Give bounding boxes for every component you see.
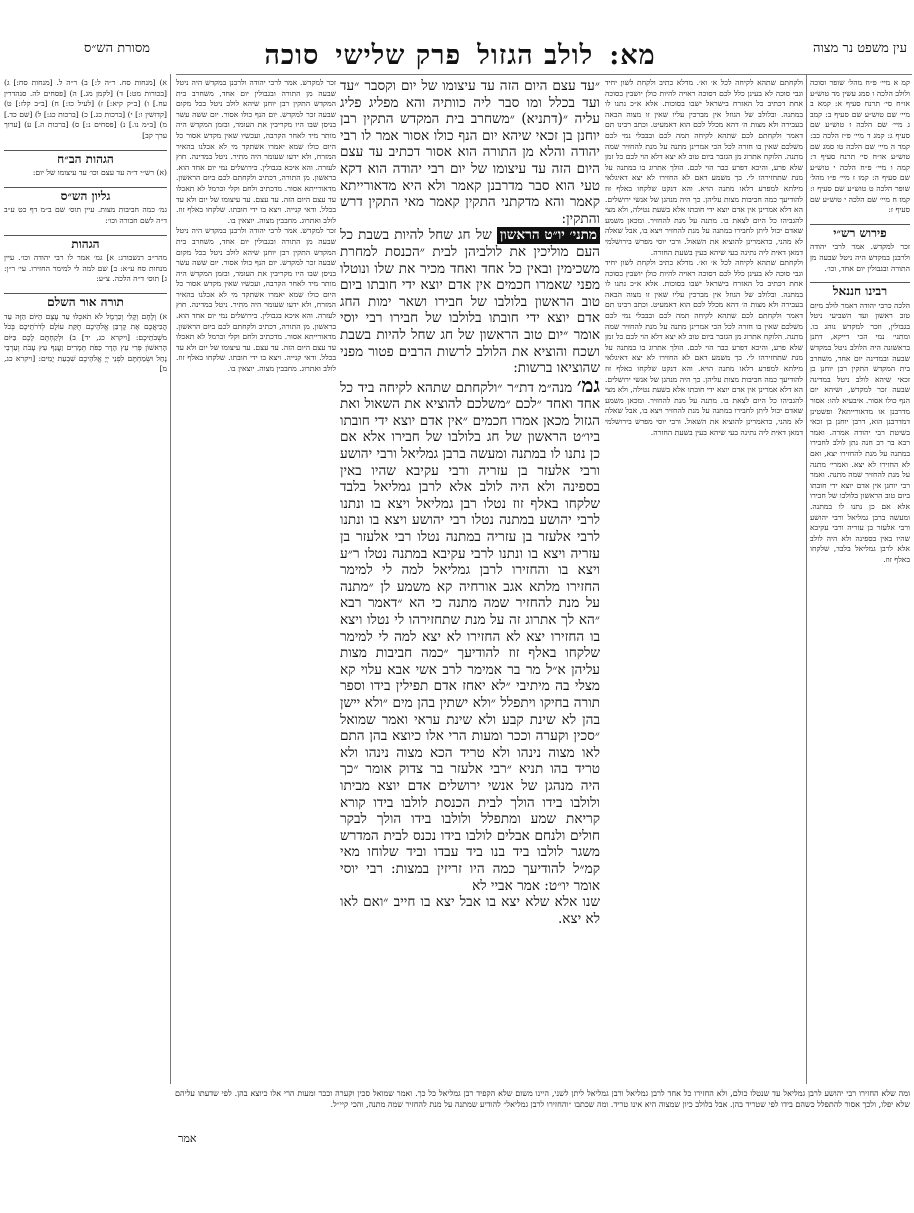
masoret-column	[4, 78, 167, 1086]
ein-mishpat-header: עין משפט נר מצוה	[813, 41, 907, 56]
header-rule	[176, 74, 912, 75]
ravenu-chananel-label: רבינו חננאל	[810, 282, 910, 297]
page-title	[210, 40, 710, 71]
hagahot-habach-text: (א) רש״י ד״ה עד עצם וכו׳ עד עיצומו של יום:	[32, 168, 167, 178]
catchword: אמר	[178, 1132, 197, 1145]
ein-mishpat-column	[810, 78, 910, 738]
rashi-text-cont: זכר למקדש. אמר לרבי יהודה ולרבנן במקדש היה ניטל שבעה מן התורה ובגבולין יום אחד, משחרב בית המקדש התקין רבן יוחנן שיהא לולב ניטל בכל מקום שבעה זכר למקדש. יום הנף כולו אסור. יום ששה עשר בניסן שבו היו מקריבין את העומר, ובזמן המקדש היה מותר מיד לאחר הקרבה, ועכשיו שאין מקדש אסור כל היום כולו שמא יאמרו אשתקד מי לא אכלנו בהאיר המזרח, ולא ידעו שעומר היה מתיר. ניטל במדינה. חוץ לעזרה. והא איכא בגבולין. בירושלים נמי יום אחד הוא. בראשון. מן התורה, דכתיב ולקחתם לכם ביום הראשון. מדאורייתא אסור. מדכתיב ולחם וקלי וכרמל לא תאכלו עד עצם היום הזה. עד עצם. עד עיצומו של יום ולא עד בכלל. ודאי קנייה. ויצא בו ידי חובתו. שלקחו באלף זוז. לולב ואתרוג. מחבבין מצוה. יוצאין בו.	[176, 226, 336, 374]
gilyon-hashas-label: גליון הש״ס	[4, 187, 167, 202]
torah-or-label: תורה אור השלם	[4, 293, 167, 308]
gemara-text: מנה״מ דת״ר ״ולקחתם שתהא לקיחה ביד כל אחד ואחד ״לכם ״משלכם להוציא את השאול ואת הגזול מכאן אמרו חכמים ״אין אדם יוצא ידי חובתו ביו״ט הראשון של חג בלולבו של חבירו אלא אם כן נתנו לו במתנה ומעשה ברבן גמליאל ורבי יהושע ורבי אלעזר בן עזריה ורבי עקיבא שהיו באין בספינה ולא היה לולב אלא לרבן גמליאל בלבד שלקחו באלף זוז נטלו רבן גמליאל ויצא בו ונתנו לרבי יהושע במתנה נטלו רבי יהושע ויצא בו ונתנו לרבי אלעזר בן עזריה במתנה נטלו רבי אלעזר בן עזריה ויצא בו ונתנו לרבי עקיבא במתנה נטלו ר״ע ויצא בו והחזירו לרבן גמליאל למה לי למימר החזירו מלתא אגב אורחיה קא משמע לן ״מתנה על מנת להחזיר שמה מתנה כי הא ״דאמר רבא ״הא לך אתרוג זה על מנת שתחזירהו לי נטלו ויצא בו החזירו יצא לא החזירו לא יצא למה לי למימר שלקחו באלף זוז להודיעך ״כמה חביבות מצות עליהן א״ל מר בר אמימר לרב אשי אבא עלוי קא מצלי בה מיתיבי ״לא יאחז אדם תפילין בידו וספר תורה בחיקו ויתפלל ״ולא ישתין בהן מים ״ולא יישן בהן לא שינת קבע ולא שינת עראי ואמר שמואל ״סכין וקערה וככר ומעות הרי אלו כיוצא בהן התם לאו מצוה נינהו ולא טריד הכא מצוה נינהו ולא טריד בהו תניא ״רבי אלעזר בר צדוק אומר ״כך היה מנהגן של אנשי ירושלים אדם יוצא מביתו ולולבו בידו הולך לבית הכנסת לולבו בידו קורא קריאת שמע ומתפלל ולולבו בידו הולך לבקר חולים ולנחם אבלים לולבו בידו נכנס לבית המדרש משגר לולבו ביד בנו ביד עבדו וביד שלוחו מאי קמ״ל להודיעך כמה היו זריזין במצות: רבי יוסי אומר יו״ט: אמר אביי לא	[340, 379, 600, 894]
gilyon-hashas-text: גמ׳ כמה חביבות מצות. עיין תוס׳ שם ב״מ דף כט ע״ב ד״ה לשם חבורה וכו׳:	[4, 205, 167, 225]
gemara-closing: שנו אלא שלא יצא בו אבל יצא בו חייב ״ואם לאו לא יצא.	[340, 894, 600, 927]
page-header	[0, 40, 914, 74]
right-margin-rule	[806, 74, 807, 1084]
rashi-text: זכר למקדש. אמר לרבי יהודה ולרבנן במקדש היה ניטל שבעה מן התורה ובגבולין יום אחד, משחרב בית המקדש התקין רבן יוחנן שיהא לולב ניטל בכל מקום שבעה זכר למקדש. יום הנף כולו אסור. יום ששה עשר בניסן שבו היו מקריבין את העומר, ובזמן המקדש היה מותר מיד לאחר הקרבה, ועכשיו שאין מקדש אסור כל היום כולו שמא יאמרו אשתקד מי לא אכלנו בהאיר המזרח, ולא ידעו שעומר היה מתיר. ניטל במדינה. חוץ לעזרה. והא איכא בגבולין. בירושלים נמי יום אחד הוא. בראשון. מן התורה, דכתיב ולקחתם לכם ביום הראשון. מדאורייתא אסור. מדכתיב ולחם וקלי וכרמל לא תאכלו עד עצם היום הזה. עד עצם. עד עיצומו של יום ולא עד בכלל. ודאי קנייה. ויצא בו ידי חובתו. שלקחו באלף זוז. לולב ואתרוג. מחבבין מצוה. יוצאין בו.	[176, 78, 336, 225]
rashi-note-label: פירוש רש״י	[810, 224, 910, 239]
rashi-column	[176, 78, 336, 1086]
ravenu-chananel-text: הלכה כרבי יהודה דאמר לולב מיום טוב ראשון ועד השביעי ניטל בגבולין, וזכר למקדש נוהג בו. ומתני׳ נמי הכי דייקא, דתנן בראשונה היה הלולב ניטל במקדש שבעה ובמדינה יום אחד, משחרב בית המקדש התקין רבן יוחנן בן זכאי שיהא לולב ניטל במדינה שבעה זכר למקדש, ושיהא יום הנף כולו אסור. איבעיא להו: אסור מדרבנן או מדאורייתא? ופשטינן דמדרבנן הוא, דרבן יוחנן בן זכאי בשיטת רבי יהודה אמרה. ואמר רבא בר רב חנה נתן לולב לחבירו במתנה על מנת להחזירו יצא, ואם לא החזירו לא יצא. ואמרי׳ מתנה על מנת להחזיר שמה מתנה. ואמר רבי יוחנן אין אדם יוצא ידי חובתו ביום טוב הראשון בלולבו של חבירו אלא אם כן נתנו לו במתנה. ומעשה ברבן גמליאל ורבי יהושע ורבי אלעזר בן עזריה ורבי עקיבא שהיו באין בספינה ולא היה לולב אלא לרבן גמליאל בלבד, שלקחו באלף זוז.	[810, 300, 910, 564]
tosafot-text: ולקחתם שתהא לקיחה לכל א׳ וא׳. מדלא כתיב ולקחת לשון יחיד וגבי סוכה לא בעינן כלל לכם דסוכה ראויה להיות כולן יושבין בסוכה אחת דכתיב כל האזרח בישראל ישבו בסוכות. אלא א״כ נתנו לו במתנה. ובלולב של הגוזל אין מברכין עליו שאין זו מצוה הבאה בעבירה ולא מצות ה׳ דהא מכלל לכם הוא דאמעיט. וכתב רבינו תם דאמר ולקחתם לכם שתהא לקיחה תמה לכם ובבבלי נמי לכם משלכם שאין בו חזרה לכל הכי אמרינן מתנה על מנת להחזיר שמה מתנה. הלוקח אתרוג מן הגזבר ביום טוב לא יצא דלא הוי לכם כל זמן שלא פרע, והיכא דפרע כבר הוי לכם. הולך אתרוג בו במתנה על מנת שתחזירהו לי. כך משמע דאם לא החזירו לא יצא דאיגלאי מילתא למפרע דלאו מתנה הויא. והא דנקט שלקחו באלף זוז להודיעך כמה חביבות מצות עליהן. כך היה מנהגן של אנשי ירושלים. הא דלא אמרינן אין אדם יוצא ידי חובתו אלא בשעת נטילה, ולא מצי להגביהו כל היום לצאת בו. מתנה על מנת להחזיר. ומכאן משמע שאדם יכול ליתן לחבירו במתנה על מנת להחזיר ויצא בו, אבל שאלה לא מהני, כדאמרינן להוציא את השאול. ורבי יוסי מפרש בירושלמי דמאן דאית ליה נתינה בעי שיהא בעין בשעת החזרה.	[605, 78, 803, 257]
hagahot-habach-label: הגהות הב״ח	[4, 150, 167, 165]
mishnah-label: מתני׳ יו״ט הראשון	[497, 227, 600, 244]
hagahot-text: מהר״ב רנשבורג: א] גמ׳ אמר לו רבי יהודה וכו׳. עיין מנחות סח ע״א: ב] שם למה לי למימר החזירו. עי׳ ר״ן: ג] תוס׳ ד״ה הלכה. צ״ע:	[4, 253, 167, 284]
tractate-name: סוכה	[264, 40, 320, 71]
left-margin-rule	[170, 74, 171, 1084]
tosafot-repeat: ולקחתם שתהא לקיחה לכל א׳ וא׳. מדלא כתיב ולקחת לשון יחיד וגבי סוכה לא בעינן כלל לכם דסוכה ראויה להיות כולן יושבין בסוכה אחת דכתיב כל האזרח בישראל ישבו בסוכות. אלא א״כ נתנו לו במתנה. ובלולב של הגוזל אין מברכין עליו שאין זו מצוה הבאה בעבירה ולא מצות ה׳ דהא מכלל לכם הוא דאמעיט. וכתב רבינו תם דאמר ולקחתם לכם שתהא לקיחה תמה לכם ובבבלי נמי לכם משלכם שאין בו חזרה לכל הכי אמרינן מתנה על מנת להחזיר שמה מתנה. הלוקח אתרוג מן הגזבר ביום טוב לא יצא דלא הוי לכם כל זמן שלא פרע, והיכא דפרע כבר הוי לכם. הולך אתרוג בו במתנה על מנת שתחזירהו לי. כך משמע דאם לא החזירו לא יצא דאיגלאי מילתא למפרע דלאו מתנה הויא. והא דנקט שלקחו באלף זוז להודיעך כמה חביבות מצות עליהן. כך היה מנהגן של אנשי ירושלים. הא דלא אמרינן אין אדם יוצא ידי חובתו אלא בשעת נטילה, ולא מצי להגביהו כל היום לצאת בו. מתנה על מנת להחזיר. ומכאן משמע שאדם יכול ליתן לחבירו במתנה על מנת להחזיר ויצא בו, אבל שאלה לא מהני, כדאמרינן להוציא את השאול. ורבי יוסי מפרש בירושלמי דמאן דאית ליה נתינה בעי שיהא בעין בשעת החזרה.	[605, 258, 803, 437]
ein-mishpat-text: קמ א מיי׳ פ״ח מהל׳ שופר וסוכה ולולב הלכה ו סמג עשין מד טוש״ע או״ח סי׳ תרנח סעיף א: קמא ב מיי׳ שם טוש״ע שם סעיף ב: קמב ג מיי׳ שם הלכה ז טוש״ע שם סעיף ג: קמג ד מיי׳ פ״ז הלכה כב: קמד ה מיי׳ שם הלכה טו סמג שם טוש״ע או״ח סי׳ תרנח סעיף ד: קמה ו מיי׳ פ״ח הלכה י טוש״ע שם סעיף ה: קמו ז מיי׳ פ״ו מהל׳ שופר הלכה ט טוש״ע שם סעיף ו: קמז ח מיי׳ שם הלכה י טוש״ע שם סעיף ז:	[810, 78, 910, 215]
gemara-label: גמ׳	[576, 372, 600, 397]
footer-text: ומה שלא החזירו רבי יהושע לרבן גמליאל עד שנטלו כולם, ולא החזירו כל אחד לרבן גמליאל ורבן גמליאל ליתן לשני, היינו משום שלא הקפיד רבן גמליאל כל כך. ואמר שמואל סכין וקערה וככר ומעות הרי אלו כיוצא בהן. לפי שדעתו עליהם שלא יפלו, ולכך אסור להתפלל כשהם בידו לפי שטריד בהן. אבל בלולב כיון שמצוה היא אינו טריד. ומה שכתבו ״והחזירו לרבן גמליאל״ להודיע שמתנה על מנת להחזיר שמה מתנה, והכי קיי״ל.	[175, 1089, 910, 1109]
tractate-title: לולב הגזול	[477, 40, 594, 71]
folio-number: מא:	[609, 40, 656, 71]
torah-or-text: א) וְלֶחֶם וְקָלִי וְכַרְמֶל לֹא תֹאכְלוּ עַד עֶצֶם הַיּוֹם הַזֶּה עַד הֲבִיאֲכֶם אֶת קָרְבַּן אֱלֹהֵיכֶם חֻקַּת עוֹלָם לְדֹרֹתֵיכֶם בְּכֹל מֹשְׁבֹתֵיכֶם: [ויקרא כג, יד] ב) וּלְקַחְתֶּם לָכֶם בַּיּוֹם הָרִאשׁוֹן פְּרִי עֵץ הָדָר כַּפֹּת תְּמָרִים וַעֲנַף עֵץ עָבֹת וְעַרְבֵי נָחַל וּשְׂמַחְתֶּם לִפְנֵי יְיָ אֱלֹהֵיכֶם שִׁבְעַת יָמִים: [ויקרא כג, מ]	[4, 311, 167, 374]
gemara-opening: ״עד עצם היום הזה עד עיצומו של יום וקסבר ״עד ועד בכלל ומו סבר ליה כוותיה והא מפליג פליג עליה ״(דתניא) ״משחרב בית המקדש התקין רבן יוחנן בן זכאי שיהא יום הנף כולו אסור אמר לו רבי יהודה והלא מן התורה הוא אסור דכתיב עד עצם היום הזה עד עיצומו של יום רבי יהודה הוא דקא טעי הוא סבר מדרבנן קאמר ולא היא מדאורייתא קאמר והא מדקתני התקין קאמר מאי התקין דרש והתקין:	[340, 78, 600, 227]
tosafot-column	[605, 78, 803, 1086]
main-text-column	[340, 78, 600, 1086]
masoret-header: מסורת הש״ס	[84, 41, 150, 56]
masoret-text: א) [מנחות סח. ר״ה ל:] ב) ר״ה ל. [מנחות סח:] ג) [בכורות מט:] ד) [לקמן מג.] ה) [פסחים לה. סנהדרין עח.] ו) [ב״ק קיא:] ז) [לעיל כז:] ח) [ב״ב קלז:] ט) [קדושין ו:] י) [ברכות כג.] כ) [ברכות כג:] ל) [שם כד.] מ) [ב״מ נו.] נ) [פסחים נ:] ס) [ברכות ה.] ע) [ערוך ערך קב]	[4, 78, 167, 140]
rashi-margin-text: זכר למקדש. אמר לרבי יהודה ולרבנן במקדש היה ניטל שבעה מן התורה ובגבולין יום אחד, וכו׳.	[810, 242, 910, 273]
mishnah-text: של חג שחל להיות בשבת כל העם מוליכין את לולביהן לבית ״הכנסת למחרת משכימין ובאין כל אחד ואחד מכיר את שלו ונוטלו מפני שאמרו חכמים אין אדם יוצא ידי חובתו ביום טוב הראשון בלולבו של חבירו ושאר ימות החג אדם יוצא ידי חובתו בלולבו של חבירו רבי יוסי אומר ״יום טוב הראשון של חג שחל להיות בשבת ושכח והוציא את הלולב לרשות הרבים פטור מפני שהוציאו ברשות:	[340, 227, 600, 377]
chapter-title: פרק שלישי	[335, 40, 462, 71]
hagahot-label: הגהות	[4, 235, 167, 250]
